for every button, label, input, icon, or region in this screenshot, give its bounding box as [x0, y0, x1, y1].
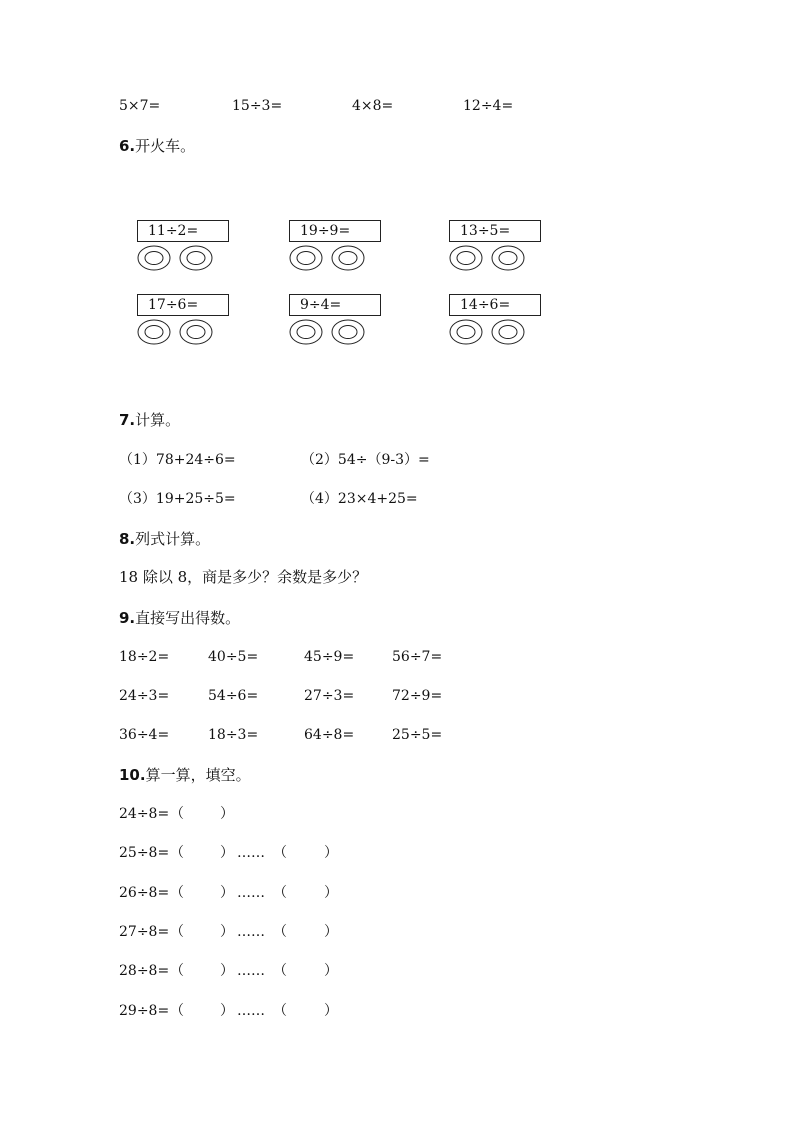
train-car: 19÷9= [289, 220, 381, 242]
remainder-close: ） [324, 963, 338, 979]
train-car: 9÷4= [289, 294, 381, 316]
quotient-close: ） [220, 1003, 234, 1019]
train [289, 220, 385, 278]
q9-item: 64÷8= [304, 727, 355, 743]
q9-title-text: 直接写出得数。 [135, 609, 241, 627]
train [137, 294, 233, 352]
wheel-icon [449, 319, 483, 345]
train [137, 220, 233, 278]
wheel-icon [449, 245, 483, 271]
quotient-close: ） [220, 845, 234, 861]
train [289, 294, 385, 352]
q10-title-text: 算一算，填空。 [145, 766, 251, 784]
remainder-dots: …… [237, 963, 265, 979]
q5-item: 12÷4= [463, 98, 514, 114]
wheel-icon [179, 319, 213, 345]
wheel-icon [179, 245, 213, 271]
q9-item: 25÷5= [392, 727, 443, 743]
q8-text: 18 除以 8，商是多少？余数是多少？ [119, 568, 368, 586]
q6-number: 6. [119, 137, 136, 155]
quotient-close: ） [220, 924, 234, 940]
q9-item: 56÷7= [392, 649, 443, 665]
remainder-close: ） [324, 845, 338, 861]
q7-title-text: 计算。 [135, 411, 181, 429]
train-car: 11÷2= [137, 220, 229, 242]
q8-number: 8. [119, 530, 136, 548]
wheel-icon [137, 245, 171, 271]
q9-item: 36÷4= [119, 727, 170, 743]
q6-title-text: 开火车。 [135, 137, 196, 155]
q5-item: 15÷3= [232, 98, 283, 114]
quotient-open: （ [170, 885, 184, 901]
q9-item: 40÷5= [208, 649, 259, 665]
q9-item: 54÷6= [208, 688, 259, 704]
wheel-icon [491, 319, 525, 345]
remainder-dots: …… [237, 924, 265, 940]
wheel-icon [289, 319, 323, 345]
quotient-close: ） [220, 885, 234, 901]
q5-item: 5×7= [119, 98, 161, 114]
train-car: 17÷6= [137, 294, 229, 316]
q10-expr: 26÷8= [119, 885, 170, 901]
q8-title [119, 530, 210, 548]
q10-number: 10. [119, 766, 146, 784]
quotient-open: （ [170, 1003, 184, 1019]
remainder-open: （ [273, 1003, 287, 1019]
q7-title [119, 411, 180, 429]
q10-expr: 29÷8= [119, 1003, 170, 1019]
wheel-icon [331, 245, 365, 271]
q9-item: 18÷3= [208, 727, 259, 743]
q9-item: 24÷3= [119, 688, 170, 704]
remainder-dots: …… [237, 1003, 265, 1019]
q7-number: 7. [119, 411, 136, 429]
q10-expr: 27÷8= [119, 924, 170, 940]
remainder-open: （ [273, 963, 287, 979]
q10-expr: 24÷8= [119, 806, 170, 822]
remainder-close: ） [324, 1003, 338, 1019]
train [449, 220, 545, 278]
q9-number: 9. [119, 609, 136, 627]
quotient-open: （ [170, 924, 184, 940]
q7-item: （4）23×4+25= [301, 491, 418, 507]
train-car: 14÷6= [449, 294, 541, 316]
remainder-dots: …… [237, 845, 265, 861]
quotient-open: （ [170, 845, 184, 861]
q9-item: 45÷9= [304, 649, 355, 665]
q10-title [119, 766, 251, 784]
wheel-icon [331, 319, 365, 345]
q6-title [119, 137, 195, 155]
train [449, 294, 545, 352]
remainder-close: ） [324, 885, 338, 901]
quotient-open: （ [170, 806, 184, 822]
q9-item: 27÷3= [304, 688, 355, 704]
wheel-icon [491, 245, 525, 271]
q8-title-text: 列式计算。 [135, 530, 211, 548]
remainder-open: （ [273, 885, 287, 901]
quotient-open: （ [170, 963, 184, 979]
q10-expr: 28÷8= [119, 963, 170, 979]
q10-expr: 25÷8= [119, 845, 170, 861]
wheel-icon [289, 245, 323, 271]
remainder-open: （ [273, 845, 287, 861]
q5-item: 4×8= [352, 98, 394, 114]
q7-item: （3）19+25÷5= [119, 491, 236, 507]
train-car: 13÷5= [449, 220, 541, 242]
wheel-icon [137, 319, 171, 345]
q7-item: （1）78+24÷6= [119, 452, 236, 468]
q9-item: 18÷2= [119, 649, 170, 665]
remainder-close: ） [324, 924, 338, 940]
remainder-open: （ [273, 924, 287, 940]
q9-item: 72÷9= [392, 688, 443, 704]
quotient-close: ） [220, 963, 234, 979]
q7-item: （2）54÷（9-3）= [301, 452, 430, 468]
quotient-close: ） [220, 806, 234, 822]
q9-title [119, 609, 240, 627]
remainder-dots: …… [237, 885, 265, 901]
